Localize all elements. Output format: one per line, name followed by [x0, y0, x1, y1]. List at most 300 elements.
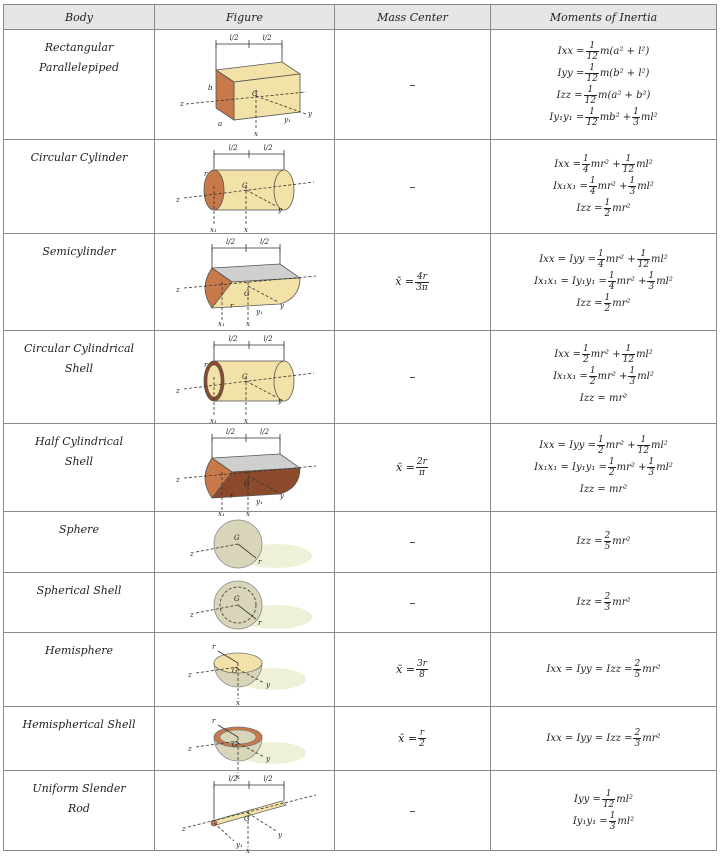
- figure-label: x: [253, 130, 258, 138]
- moment-fraction: [597, 435, 605, 456]
- fraction-numerator: 1: [637, 435, 650, 446]
- moment-fraction: [637, 435, 650, 456]
- header-mass-center: Mass Center: [335, 5, 491, 30]
- fraction-denominator: 4: [608, 282, 615, 292]
- fraction-denominator: 12: [622, 164, 635, 175]
- mass-center-cell: [335, 633, 491, 707]
- table-body: [4, 30, 717, 855]
- moment-rhs: ml²: [656, 276, 673, 287]
- fraction-numerator: r: [419, 728, 425, 738]
- figure-label: x₁: [209, 226, 217, 234]
- fraction-denominator: 3: [648, 467, 655, 478]
- body-name-line: Circular Cylinder: [30, 151, 128, 164]
- moment-rhs: ml²: [636, 158, 653, 170]
- figure-label: y: [265, 755, 270, 763]
- fraction-numerator: 1: [598, 434, 604, 445]
- fraction-denominator: 3: [648, 282, 655, 292]
- moment-fraction: [604, 592, 612, 613]
- moment-lhs: Iy₁y₁ =: [572, 815, 608, 827]
- figure-label: G: [243, 480, 250, 488]
- moment-equation: [491, 107, 716, 129]
- body-name-cell: [4, 140, 155, 234]
- figure-label: x: [245, 847, 250, 855]
- body-name-cell: [4, 424, 155, 512]
- moment-equation: [491, 249, 716, 271]
- moment-lhs: Ix₁x₁ =: [553, 180, 588, 192]
- figure-label: x₁: [217, 320, 225, 328]
- figure-label: G: [231, 741, 238, 749]
- fraction-denominator: 12: [637, 260, 650, 270]
- moment-fraction: [622, 154, 635, 175]
- table-row: [4, 633, 717, 707]
- fraction-numerator: 2r: [416, 457, 427, 467]
- fraction-denominator: 12: [584, 95, 597, 106]
- moment-lhs: Izz =: [576, 298, 603, 309]
- moments-cell: [491, 771, 717, 851]
- moment-lhs: Ix₁x₁ = Iy₁y₁ =: [534, 461, 607, 473]
- moment-lhs: Izz =: [556, 89, 583, 101]
- dimension-label: l/2: [263, 335, 273, 343]
- moment-rhs: mr²: [642, 732, 661, 744]
- dimension-label: l/2: [225, 428, 235, 436]
- moment-equation: [491, 293, 716, 315]
- figure-label: r: [257, 558, 261, 566]
- figure-cell: [155, 424, 335, 518]
- figure-cell: [155, 234, 335, 331]
- moment-equation: [491, 789, 716, 811]
- figure-cell: [155, 771, 335, 855]
- moment-fraction: [647, 457, 655, 478]
- figure-label: r: [203, 361, 207, 369]
- moment-equation: [491, 85, 716, 107]
- table-row: [4, 573, 717, 633]
- table-row: [4, 30, 717, 140]
- fraction-numerator: 3r: [416, 659, 427, 669]
- moment-rhs: mr² +: [616, 461, 647, 473]
- moment-fraction: [597, 249, 605, 270]
- moment-lhs: Iyy =: [557, 67, 585, 79]
- mass-center-dash: –: [409, 370, 416, 384]
- moment-equation: [491, 435, 716, 457]
- moment-equation: [491, 457, 716, 479]
- figure-label: z: [187, 671, 192, 679]
- figure-label: r: [229, 492, 233, 500]
- mass-center-cell: [335, 140, 491, 234]
- fraction-denominator: 5: [604, 542, 611, 552]
- box-front-face: [234, 74, 300, 120]
- fraction-numerator: 1: [585, 63, 598, 74]
- axis-line: [188, 795, 316, 827]
- figure-label: x: [243, 417, 248, 425]
- figure-label: G: [231, 667, 238, 675]
- fraction-denominator: 4: [589, 186, 596, 197]
- moment-lhs: Ixx =: [554, 349, 582, 360]
- moment-fraction: [647, 271, 655, 292]
- fraction-denominator: 4: [583, 164, 589, 175]
- moment-lhs: Ix₁x₁ =: [553, 371, 588, 382]
- table-row: [4, 234, 717, 331]
- moment-lhs: Ixx =: [557, 45, 585, 57]
- mass-center-cell: [335, 30, 491, 140]
- body-name-line: Rod: [68, 802, 90, 815]
- moment-equation: [491, 271, 716, 293]
- fraction-numerator: 2: [634, 658, 641, 669]
- moment-equation: [491, 154, 716, 176]
- figure-label: r: [211, 717, 215, 725]
- moment-equation: [491, 63, 716, 85]
- moments-of-inertia-table: [3, 4, 717, 855]
- figure-label: y: [277, 831, 282, 839]
- fraction-numerator: 1: [604, 197, 611, 208]
- body-name-cell: [4, 633, 155, 707]
- body-name-cell: [4, 512, 155, 573]
- fraction-numerator: 1: [648, 271, 655, 281]
- moment-fraction: [628, 366, 636, 387]
- table-header-row: [4, 5, 717, 30]
- figure-label: z: [175, 286, 180, 294]
- moments-cell: [491, 573, 717, 633]
- fraction-numerator: 1: [589, 366, 596, 376]
- figure-label: G: [241, 182, 248, 190]
- moment-rhs: ml²: [637, 371, 654, 382]
- header-moments: Moments of Inertia: [491, 5, 717, 30]
- moment-equation: [491, 344, 716, 366]
- figure-label: y: [279, 492, 284, 500]
- moment-lhs: Ix₁x₁ = Iy₁y₁ =: [534, 276, 607, 287]
- table-row: [4, 424, 717, 512]
- fraction-denominator: 8: [419, 670, 425, 680]
- figure-label: y₁: [255, 498, 263, 506]
- fraction-numerator: 1: [589, 175, 596, 186]
- body-name-line: Shell: [64, 362, 94, 375]
- mass-center-formula: [396, 457, 429, 478]
- figure-label: z: [181, 825, 186, 833]
- axis-line: [214, 823, 234, 841]
- fraction-numerator: 2: [604, 531, 611, 541]
- fraction-denominator: 2: [589, 377, 596, 387]
- fraction-numerator: 1: [598, 249, 604, 259]
- moment-lhs: Izz =: [576, 596, 603, 608]
- fraction-numerator: 1: [609, 810, 616, 821]
- fraction-denominator: 3: [629, 377, 636, 387]
- fraction-numerator: 1: [622, 154, 635, 165]
- moment-lhs: Iy₁y₁ =: [549, 111, 585, 123]
- figure-label: y: [265, 681, 270, 689]
- parallelepiped-figure: [156, 30, 334, 138]
- moment-rhs: m(b² + l²): [599, 67, 650, 79]
- figure-cell: [155, 30, 335, 140]
- figure-label: G: [243, 290, 250, 298]
- body-name-cell: [4, 771, 155, 851]
- dimension-label: l/2: [228, 335, 238, 343]
- fraction-denominator: 2: [598, 445, 604, 456]
- figure-label: y₁: [283, 116, 291, 124]
- moment-rhs: mr² +: [597, 371, 628, 382]
- moment-lhs: Izz = mr²: [579, 483, 628, 495]
- moment-fraction: [637, 249, 650, 270]
- body-name-line: Uniform Slender: [32, 782, 126, 795]
- fraction-denominator: 12: [586, 73, 598, 84]
- moment-fraction: [585, 107, 598, 128]
- moment-rhs: mr² +: [590, 158, 621, 170]
- cylinder-end: [274, 361, 294, 401]
- fraction-denominator: 2: [608, 467, 615, 478]
- fraction-numerator: 1: [602, 789, 615, 800]
- table-row: [4, 331, 717, 424]
- mass-center-cell: [335, 707, 491, 771]
- figure-label: b: [207, 84, 212, 92]
- moment-equation: [491, 176, 716, 198]
- moment-fraction: [632, 107, 640, 128]
- moment-fraction: [604, 198, 612, 219]
- fraction-numerator: 1: [637, 249, 650, 260]
- header-body: Body: [4, 5, 155, 30]
- fraction-denominator: 2: [419, 739, 425, 749]
- fraction-denominator: 3: [634, 738, 641, 749]
- figure-label: r: [229, 302, 233, 310]
- figure-label: y: [277, 397, 282, 405]
- mass-center-cell: [335, 234, 491, 331]
- moment-rhs: mr²: [612, 596, 631, 608]
- figure-label: z: [175, 196, 180, 204]
- moment-rhs: mr²: [612, 202, 631, 214]
- body-name-line: Circular Cylindrical: [23, 342, 135, 355]
- moments-cell: [491, 30, 717, 140]
- moment-fraction: [622, 344, 635, 365]
- figure-label: x₁: [217, 510, 225, 518]
- table-row: [4, 771, 717, 851]
- moment-rhs: ml²: [656, 461, 673, 473]
- body-name-line: Parallelepiped: [38, 61, 119, 74]
- mass-center-dash: –: [409, 803, 416, 818]
- dimension-label: l/2: [229, 34, 239, 42]
- moment-rhs: mb² +: [599, 111, 632, 123]
- figure-label: y: [307, 110, 312, 118]
- moment-rhs: ml²: [636, 349, 653, 360]
- fraction-denominator: 2: [604, 304, 611, 314]
- moments-cell: [491, 512, 717, 573]
- fraction-denominator: 3: [604, 602, 611, 613]
- moment-rhs: mr² +: [616, 276, 647, 287]
- dimension-label: l/2: [228, 775, 238, 783]
- figure-label: r: [203, 170, 207, 178]
- mass-center-lhs: x̄ =: [396, 460, 415, 474]
- fraction-denominator: 12: [602, 799, 615, 810]
- moment-rhs: ml²: [617, 815, 635, 827]
- figure-label: r: [211, 643, 215, 651]
- fraction-numerator: 1: [604, 293, 611, 303]
- mass-center-fraction: [415, 272, 429, 293]
- semicylinder-figure: [156, 234, 334, 329]
- fraction-numerator: 1: [648, 456, 655, 467]
- dimension-label: l/2: [225, 238, 235, 246]
- body-name-line: Hemisphere: [44, 644, 114, 657]
- figure-label: G: [251, 90, 258, 98]
- body-name-cell: [4, 707, 155, 771]
- moment-rhs: ml²: [651, 439, 668, 451]
- mass-center-lhs: x̄ =: [396, 662, 415, 676]
- figure-label: y: [277, 206, 282, 214]
- moments-cell: [491, 234, 717, 331]
- figure-cell: [155, 140, 335, 234]
- moment-lhs: Izz = mr²: [579, 393, 628, 404]
- moment-fraction: [582, 154, 590, 175]
- moment-equation: [491, 592, 716, 614]
- moment-equation: [491, 198, 716, 220]
- half-cylindrical-shell-figure: [156, 424, 334, 518]
- mass-center-fraction: [416, 457, 428, 478]
- moment-fraction: [608, 457, 616, 478]
- moment-lhs: Ixx =: [554, 158, 582, 170]
- figure-label: x: [245, 320, 250, 328]
- mass-center-dash: –: [409, 535, 416, 549]
- moment-rhs: mr²: [642, 663, 661, 675]
- moment-fraction: [586, 41, 599, 62]
- moment-fraction: [609, 811, 617, 832]
- fraction-denominator: 4: [598, 260, 604, 270]
- moment-rhs: mr²: [612, 536, 631, 547]
- moments-cell: [491, 707, 717, 771]
- fraction-denominator: 2: [583, 355, 589, 365]
- dimension-label: l/2: [259, 428, 269, 436]
- fraction-numerator: 1: [585, 107, 598, 118]
- mass-center-fraction: [416, 659, 428, 680]
- moments-cell: [491, 633, 717, 707]
- cylinder-figure: [156, 140, 334, 232]
- moment-fraction: [608, 271, 616, 292]
- fraction-numerator: 1: [584, 85, 597, 96]
- fraction-numerator: 1: [583, 344, 589, 354]
- figure-cell: [155, 512, 335, 573]
- fraction-denominator: 3: [609, 821, 616, 832]
- dimension-label: l/2: [263, 775, 273, 783]
- fraction-denominator: 2: [604, 208, 611, 219]
- header-figure: Figure: [155, 5, 335, 30]
- slender-rod-figure: [156, 771, 334, 855]
- moment-equation: [491, 388, 716, 410]
- moment-rhs: mr² +: [597, 180, 628, 192]
- fraction-numerator: 1: [622, 344, 635, 355]
- moment-equation: [491, 479, 716, 501]
- axis-line: [248, 813, 276, 831]
- body-name-line: Spherical Shell: [36, 584, 122, 597]
- sphere-figure: [156, 512, 334, 571]
- moments-cell: [491, 424, 717, 512]
- fraction-numerator: 4r: [416, 271, 427, 282]
- figure-label: y₁: [255, 308, 263, 316]
- figure-label: x₁: [209, 417, 217, 425]
- moment-fraction: [604, 293, 612, 314]
- fraction-denominator: π: [418, 468, 425, 478]
- table-row: [4, 140, 717, 234]
- fraction-numerator: 1: [608, 271, 615, 281]
- figure-label: z: [175, 476, 180, 484]
- moments-cell: [491, 140, 717, 234]
- moment-rhs: ml²: [640, 111, 658, 123]
- body-name-line: Half Cylindrical: [34, 435, 124, 448]
- mass-center-dash: –: [409, 595, 416, 610]
- mass-center-cell: [335, 331, 491, 424]
- mass-center-cell: [335, 512, 491, 573]
- moment-lhs: Ixx = Iyy =: [539, 439, 597, 451]
- moment-fraction: [633, 659, 641, 680]
- figure-label: x: [235, 773, 240, 781]
- moment-lhs: Iyy =: [574, 793, 601, 805]
- moment-fraction: [584, 85, 597, 106]
- fraction-denominator: 3: [629, 186, 636, 197]
- moment-equation: [491, 41, 716, 63]
- fraction-denominator: 3π: [416, 282, 428, 293]
- body-name-cell: [4, 573, 155, 633]
- moment-rhs: m(a² + b²): [598, 89, 651, 101]
- body-name-cell: [4, 30, 155, 140]
- mass-center-dash: –: [409, 77, 416, 92]
- table-row: [4, 707, 717, 771]
- moment-equation: [491, 728, 716, 750]
- figure-label: y: [279, 302, 284, 310]
- fraction-numerator: 1: [586, 41, 599, 52]
- figure-label: z: [179, 100, 184, 108]
- figure-cell: [155, 331, 335, 424]
- figure-label: z: [189, 611, 194, 619]
- moment-rhs: m(a² + l²): [600, 45, 650, 57]
- dimension-label: l/2: [263, 144, 273, 152]
- cylinder-end: [274, 170, 294, 210]
- fraction-denominator: 12: [586, 117, 598, 128]
- moment-rhs: mr² +: [590, 349, 621, 360]
- fraction-denominator: 12: [586, 51, 599, 62]
- fraction-numerator: 1: [608, 456, 615, 467]
- mass-center-formula: [396, 659, 429, 680]
- moment-fraction: [585, 63, 598, 84]
- moments-cell: [491, 331, 717, 424]
- fraction-numerator: 2: [634, 727, 641, 738]
- moment-equation: [491, 366, 716, 388]
- mass-center-dash: –: [409, 179, 416, 194]
- figure-label: G: [241, 373, 248, 381]
- figure-label: z: [175, 387, 180, 395]
- figure-cell: [155, 573, 335, 633]
- moment-lhs: Ixx = Iyy = Izz =: [546, 732, 633, 744]
- moment-fraction: [633, 728, 641, 749]
- mass-center-cell: [335, 771, 491, 851]
- moment-lhs: Izz =: [576, 202, 603, 214]
- mass-center-cell: [335, 424, 491, 512]
- body-name-line: Sphere: [59, 523, 99, 536]
- body-name-cell: [4, 234, 155, 331]
- figure-label: x: [245, 510, 250, 518]
- mass-center-lhs: x̄ =: [398, 731, 418, 745]
- figure-label: z: [189, 550, 194, 558]
- moment-rhs: mr² +: [605, 439, 636, 451]
- moment-fraction: [604, 531, 612, 552]
- moment-rhs: ml²: [651, 254, 668, 265]
- moment-lhs: Ixx = Iyy = Izz =: [546, 663, 633, 675]
- body-name-line: Hemispherical Shell: [22, 718, 136, 731]
- moment-equation: [491, 811, 716, 833]
- fraction-denominator: 5: [634, 669, 641, 680]
- mass-center-fraction: [418, 728, 426, 749]
- moment-lhs: Ixx = Iyy =: [539, 254, 597, 265]
- moment-lhs: Izz =: [576, 536, 603, 547]
- hemisphere-figure: [156, 633, 334, 705]
- moment-fraction: [602, 789, 615, 810]
- moment-rhs: mr²: [612, 298, 631, 309]
- fraction-numerator: 1: [629, 366, 636, 376]
- mass-center-formula: [398, 728, 427, 749]
- fraction-denominator: 12: [622, 355, 635, 365]
- body-name-line: Semicylinder: [42, 245, 116, 258]
